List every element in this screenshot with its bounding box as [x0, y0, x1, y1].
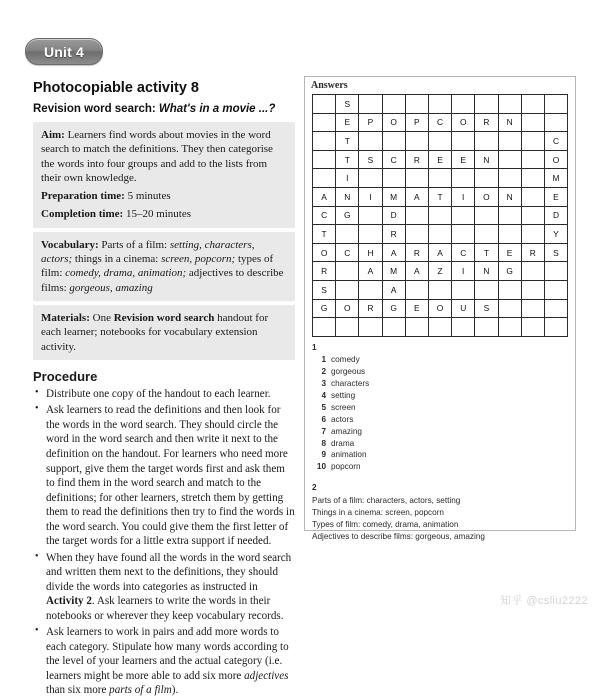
completion-time-label: Completion time:	[41, 208, 124, 221]
answer-word-item: popcorn	[331, 462, 361, 472]
wordsearch-cell[interactable]: S	[313, 280, 336, 299]
completion-time-value: 15–20 minutes	[123, 208, 192, 221]
aim-label: Aim:	[41, 129, 65, 141]
wordsearch-cell[interactable]	[521, 150, 544, 169]
wordsearch-cell[interactable]: A	[428, 243, 451, 262]
answer-word-item: drama	[331, 438, 355, 448]
wordsearch-row	[313, 318, 568, 337]
completion-time	[41, 207, 288, 221]
wordsearch-cell[interactable]	[336, 225, 359, 244]
page-title: Photocopiable activity 8	[33, 80, 199, 96]
materials-bold-1: Revision word search	[113, 311, 215, 324]
wordsearch-cell[interactable]: G	[313, 299, 336, 318]
wordsearch-cell[interactable]: N	[498, 113, 521, 132]
answer-word-item: comedy	[331, 355, 360, 365]
answer-word-list	[305, 354, 575, 473]
wordsearch-cell[interactable]	[428, 318, 451, 337]
vocabulary-italic-4: gorgeous, amazing	[69, 281, 153, 294]
wordsearch-cell[interactable]	[544, 262, 567, 281]
wordsearch-cell[interactable]: D	[544, 206, 567, 225]
wordsearch-cell[interactable]	[359, 280, 382, 299]
answer-category-item: Types of film: comedy, drama, animation	[312, 519, 459, 529]
wordsearch-cell[interactable]: I	[452, 262, 475, 281]
vocabulary-text-3: types of film:	[41, 253, 274, 280]
procedure-text: Distribute one copy of the handout to each learner.	[46, 387, 271, 400]
wordsearch-row	[313, 113, 568, 132]
materials-text-2: handout for each learner; notebooks for vocabulary extension activity.	[41, 311, 269, 353]
wordsearch-row	[313, 280, 568, 299]
wordsearch-cell[interactable]	[498, 225, 521, 244]
wordsearch-cell[interactable]: C	[544, 132, 567, 151]
answer-word-item: animation	[331, 450, 367, 460]
wordsearch-cell[interactable]	[521, 95, 544, 114]
wordsearch-cell[interactable]	[313, 318, 336, 337]
watermark: 知乎 @csliu2222	[500, 595, 588, 607]
wordsearch-cell[interactable]: S	[359, 150, 382, 169]
answer-word-item: screen	[331, 402, 356, 412]
vocabulary-paragraph	[41, 238, 288, 295]
wordsearch-cell[interactable]	[382, 95, 405, 114]
wordsearch-cell[interactable]	[359, 206, 382, 225]
materials-text-1: One	[89, 311, 114, 324]
wordsearch-cell[interactable]: O	[336, 299, 359, 318]
wordsearch-cell[interactable]: E	[405, 299, 428, 318]
vocabulary-label: Vocabulary:	[41, 238, 99, 251]
wordsearch-cell[interactable]: A	[382, 280, 405, 299]
wordsearch-cell[interactable]: C	[452, 243, 475, 262]
procedure-text: Ask learners to read the definitions and then look for the words in the word search. They should circle the word in the word search and then write it next to the definition on the handout. For learners who need more support, give them the target words first and ask them to find them in the word search and match to the definitions; for other learners, stretch them by getting them to read the definitions then try to find the words in the word search. You could give them the first letter of the target words for a little extra support if needed.	[46, 404, 295, 548]
wordsearch-row	[313, 150, 568, 169]
wordsearch-cell[interactable]: A	[405, 187, 428, 206]
wordsearch-cell[interactable]	[521, 280, 544, 299]
answers-section-1	[305, 342, 575, 474]
wordsearch-cell[interactable]	[475, 206, 498, 225]
wordsearch-cell[interactable]: G	[498, 262, 521, 281]
wordsearch-cell[interactable]	[428, 280, 451, 299]
procedure-heading: Procedure	[33, 368, 98, 384]
wordsearch-cell[interactable]	[452, 95, 475, 114]
activity-subtitle	[33, 103, 295, 115]
wordsearch-cell[interactable]: P	[359, 113, 382, 132]
wordsearch-cell[interactable]: A	[382, 243, 405, 262]
wordsearch-row	[313, 206, 568, 225]
wordsearch-cell[interactable]	[498, 206, 521, 225]
vocabulary-text-4: adjectives to describe films:	[41, 267, 284, 294]
wordsearch-cell[interactable]	[428, 206, 451, 225]
wordsearch-cell[interactable]: S	[475, 299, 498, 318]
wordsearch-cell[interactable]	[521, 318, 544, 337]
wordsearch-cell[interactable]: I	[336, 169, 359, 188]
wordsearch-cell[interactable]	[313, 169, 336, 188]
aim-text: Learners find words about movies in the word search to match the definitions. They then categorise the words into four groups and add to the lists from their own knowledge.	[41, 129, 273, 184]
wordsearch-cell[interactable]: A	[359, 262, 382, 281]
wordsearch-cell[interactable]: A	[405, 262, 428, 281]
wordsearch-cell[interactable]	[382, 318, 405, 337]
wordsearch-cell[interactable]: S	[544, 243, 567, 262]
vocabulary-text-2: things in a cinema:	[72, 253, 162, 266]
wordsearch-cell[interactable]: R	[382, 225, 405, 244]
procedure-bold: Activity 2	[46, 595, 92, 608]
wordsearch-cell[interactable]: E	[428, 150, 451, 169]
wordsearch-cell[interactable]	[498, 150, 521, 169]
wordsearch-cell[interactable]	[359, 225, 382, 244]
wordsearch-cell[interactable]	[359, 132, 382, 151]
vocabulary-italic-2: screen, popcorn;	[161, 253, 236, 266]
wordsearch-cell[interactable]: O	[452, 113, 475, 132]
wordsearch-row	[313, 262, 568, 281]
answers-section-2	[305, 482, 575, 542]
wordsearch-cell[interactable]: C	[336, 243, 359, 262]
wordsearch-cell[interactable]: Z	[428, 262, 451, 281]
wordsearch-cell[interactable]: T	[336, 132, 359, 151]
preparation-time-label: Preparation time:	[41, 190, 125, 203]
wordsearch-cell[interactable]	[498, 318, 521, 337]
wordsearch-cell[interactable]: R	[405, 243, 428, 262]
answers-section-2-heading: 2	[312, 483, 317, 493]
wordsearch-row	[313, 95, 568, 114]
wordsearch-cell[interactable]: G	[336, 206, 359, 225]
wordsearch-cell[interactable]	[521, 132, 544, 151]
subtitle-prefix: Revision word search:	[33, 103, 159, 115]
wordsearch-cell[interactable]	[452, 132, 475, 151]
materials-box	[33, 305, 295, 360]
wordsearch-cell[interactable]: A	[313, 187, 336, 206]
preparation-time-value: 5 minutes	[124, 190, 171, 203]
wordsearch-grid-wrapper	[305, 93, 575, 337]
wordsearch-cell[interactable]: E	[452, 150, 475, 169]
wordsearch-cell[interactable]	[405, 225, 428, 244]
wordsearch-cell[interactable]	[544, 299, 567, 318]
wordsearch-cell[interactable]: R	[359, 299, 382, 318]
wordsearch-cell[interactable]	[428, 95, 451, 114]
wordsearch-cell[interactable]: R	[521, 243, 544, 262]
wordsearch-cell[interactable]: E	[544, 187, 567, 206]
wordsearch-cell[interactable]: G	[382, 299, 405, 318]
wordsearch-cell[interactable]	[359, 169, 382, 188]
wordsearch-cell[interactable]	[359, 318, 382, 337]
answer-word-item: amazing	[331, 426, 362, 436]
wordsearch-cell[interactable]: O	[475, 187, 498, 206]
wordsearch-cell[interactable]	[521, 206, 544, 225]
procedure-item	[46, 625, 295, 698]
wordsearch-cell[interactable]: U	[452, 299, 475, 318]
wordsearch-cell[interactable]	[521, 299, 544, 318]
vocabulary-box	[33, 232, 295, 301]
wordsearch-row	[313, 187, 568, 206]
wordsearch-cell[interactable]	[544, 113, 567, 132]
wordsearch-cell[interactable]: R	[405, 150, 428, 169]
materials-paragraph	[41, 311, 288, 354]
vocabulary-italic-3: comedy, drama, animation;	[65, 267, 187, 280]
procedure-list	[33, 387, 295, 698]
wordsearch-cell[interactable]: C	[382, 150, 405, 169]
wordsearch-cell[interactable]: H	[359, 243, 382, 262]
wordsearch-cell[interactable]	[475, 280, 498, 299]
wordsearch-cell[interactable]	[405, 280, 428, 299]
unit-badge	[25, 38, 103, 65]
aim-box	[33, 122, 295, 228]
wordsearch-cell[interactable]	[498, 169, 521, 188]
wordsearch-cell[interactable]: R	[313, 262, 336, 281]
wordsearch-cell[interactable]: I	[359, 187, 382, 206]
wordsearch-cell[interactable]	[475, 169, 498, 188]
wordsearch-cell[interactable]: T	[475, 243, 498, 262]
wordsearch-cell[interactable]	[405, 169, 428, 188]
wordsearch-row	[313, 225, 568, 244]
wordsearch-cell[interactable]	[544, 95, 567, 114]
unit-badge-label: Unit 4	[43, 43, 85, 60]
wordsearch-cell[interactable]: M	[544, 169, 567, 188]
vocabulary-text-1: Parts of a film:	[98, 238, 170, 251]
wordsearch-cell[interactable]	[521, 169, 544, 188]
wordsearch-cell[interactable]	[544, 318, 567, 337]
procedure-text: When they have found all the words in the word search and written them next to the definitions, they should divide the words into categories as instructed in	[46, 551, 292, 593]
wordsearch-cell[interactable]	[313, 95, 336, 114]
wordsearch-cell[interactable]: O	[313, 243, 336, 262]
wordsearch-cell[interactable]: N	[498, 187, 521, 206]
wordsearch-cell[interactable]	[475, 318, 498, 337]
wordsearch-cell[interactable]: D	[382, 206, 405, 225]
wordsearch-cell[interactable]	[382, 169, 405, 188]
wordsearch-cell[interactable]	[359, 95, 382, 114]
wordsearch-cell[interactable]	[382, 132, 405, 151]
answer-category-item: Things in a cinema: screen, popcorn	[312, 507, 444, 517]
wordsearch-cell[interactable]	[452, 206, 475, 225]
wordsearch-cell[interactable]	[428, 225, 451, 244]
wordsearch-cell[interactable]: T	[313, 225, 336, 244]
answers-label: Answers	[311, 80, 348, 91]
wordsearch-cell[interactable]: I	[452, 187, 475, 206]
procedure-italic: adjectives	[244, 669, 289, 682]
wordsearch-cell[interactable]	[313, 132, 336, 151]
materials-label: Materials:	[41, 311, 90, 324]
wordsearch-cell[interactable]	[428, 169, 451, 188]
wordsearch-grid	[312, 94, 568, 337]
wordsearch-cell[interactable]	[313, 150, 336, 169]
wordsearch-cell[interactable]	[336, 280, 359, 299]
procedure-text: than six more	[46, 684, 110, 697]
procedure-item	[46, 551, 295, 624]
wordsearch-cell[interactable]	[336, 262, 359, 281]
wordsearch-cell[interactable]: C	[313, 206, 336, 225]
wordsearch-cell[interactable]: E	[336, 113, 359, 132]
wordsearch-cell[interactable]: O	[382, 113, 405, 132]
procedure-italic: parts of a film	[109, 684, 172, 697]
wordsearch-cell[interactable]	[452, 169, 475, 188]
answer-word-item: actors	[331, 414, 354, 424]
aim-paragraph	[41, 128, 288, 185]
wordsearch-cell[interactable]: R	[475, 113, 498, 132]
answer-word-item: gorgeous	[331, 367, 366, 377]
subtitle-italic: What's in a movie ...?	[158, 103, 276, 115]
wordsearch-cell[interactable]	[475, 132, 498, 151]
wordsearch-cell[interactable]: Y	[544, 225, 567, 244]
wordsearch-cell[interactable]	[521, 187, 544, 206]
wordsearch-cell[interactable]: N	[336, 187, 359, 206]
wordsearch-cell[interactable]	[405, 206, 428, 225]
procedure-text: ).	[171, 684, 179, 697]
wordsearch-cell[interactable]	[544, 280, 567, 299]
wordsearch-row	[313, 169, 568, 188]
wordsearch-cell[interactable]	[498, 95, 521, 114]
wordsearch-row	[313, 132, 568, 151]
answer-category-list	[305, 495, 575, 543]
procedure-text: . Ask learners to write the words in their notebooks or wherever they keep vocabulary records.	[46, 595, 284, 622]
answer-word-item: characters	[331, 379, 370, 389]
wordsearch-cell[interactable]	[475, 95, 498, 114]
wordsearch-cell[interactable]	[405, 132, 428, 151]
wordsearch-cell[interactable]: T	[336, 150, 359, 169]
answers-panel	[304, 76, 576, 541]
wordsearch-cell[interactable]	[452, 225, 475, 244]
wordsearch-row	[313, 299, 568, 318]
wordsearch-cell[interactable]: P	[405, 113, 428, 132]
wordsearch-cell[interactable]: M	[382, 187, 405, 206]
answer-word-item: setting	[331, 391, 356, 401]
wordsearch-cell[interactable]: S	[336, 95, 359, 114]
wordsearch-cell[interactable]	[521, 113, 544, 132]
activity-column	[33, 80, 295, 700]
answers-section-1-heading: 1	[312, 342, 317, 352]
wordsearch-cell[interactable]	[498, 299, 521, 318]
preparation-time	[41, 189, 288, 203]
procedure-item	[46, 387, 295, 402]
procedure-text: Ask learners to work in pairs and add more words to each category. Stipulate how many words according to the level of your learners and the actual category (i.e. learners might be more able to add six more	[46, 626, 289, 682]
wordsearch-cell[interactable]	[521, 225, 544, 244]
wordsearch-cell[interactable]	[405, 95, 428, 114]
wordsearch-cell[interactable]	[405, 318, 428, 337]
wordsearch-cell[interactable]	[498, 132, 521, 151]
wordsearch-cell[interactable]: N	[475, 262, 498, 281]
wordsearch-cell[interactable]: N	[475, 150, 498, 169]
wordsearch-cell[interactable]	[475, 225, 498, 244]
wordsearch-cell[interactable]	[313, 113, 336, 132]
wordsearch-cell[interactable]	[521, 262, 544, 281]
wordsearch-row	[313, 243, 568, 262]
wordsearch-cell[interactable]: T	[428, 187, 451, 206]
procedure-item	[46, 403, 295, 548]
answer-category-item: Adjectives to describe films: gorgeous, amazing	[312, 531, 485, 541]
wordsearch-cell[interactable]: M	[382, 262, 405, 281]
wordsearch-cell[interactable]	[452, 318, 475, 337]
wordsearch-cell[interactable]: C	[428, 113, 451, 132]
wordsearch-cell[interactable]: E	[498, 243, 521, 262]
wordsearch-cell[interactable]: O	[544, 150, 567, 169]
wordsearch-cell[interactable]	[428, 132, 451, 151]
wordsearch-cell[interactable]	[452, 280, 475, 299]
wordsearch-cell[interactable]: O	[428, 299, 451, 318]
answer-category-item: Parts of a film: characters, actors, setting	[312, 495, 461, 505]
wordsearch-cell[interactable]	[498, 280, 521, 299]
wordsearch-cell[interactable]	[336, 318, 359, 337]
vocabulary-italic-1: setting, characters, actors;	[41, 238, 255, 266]
